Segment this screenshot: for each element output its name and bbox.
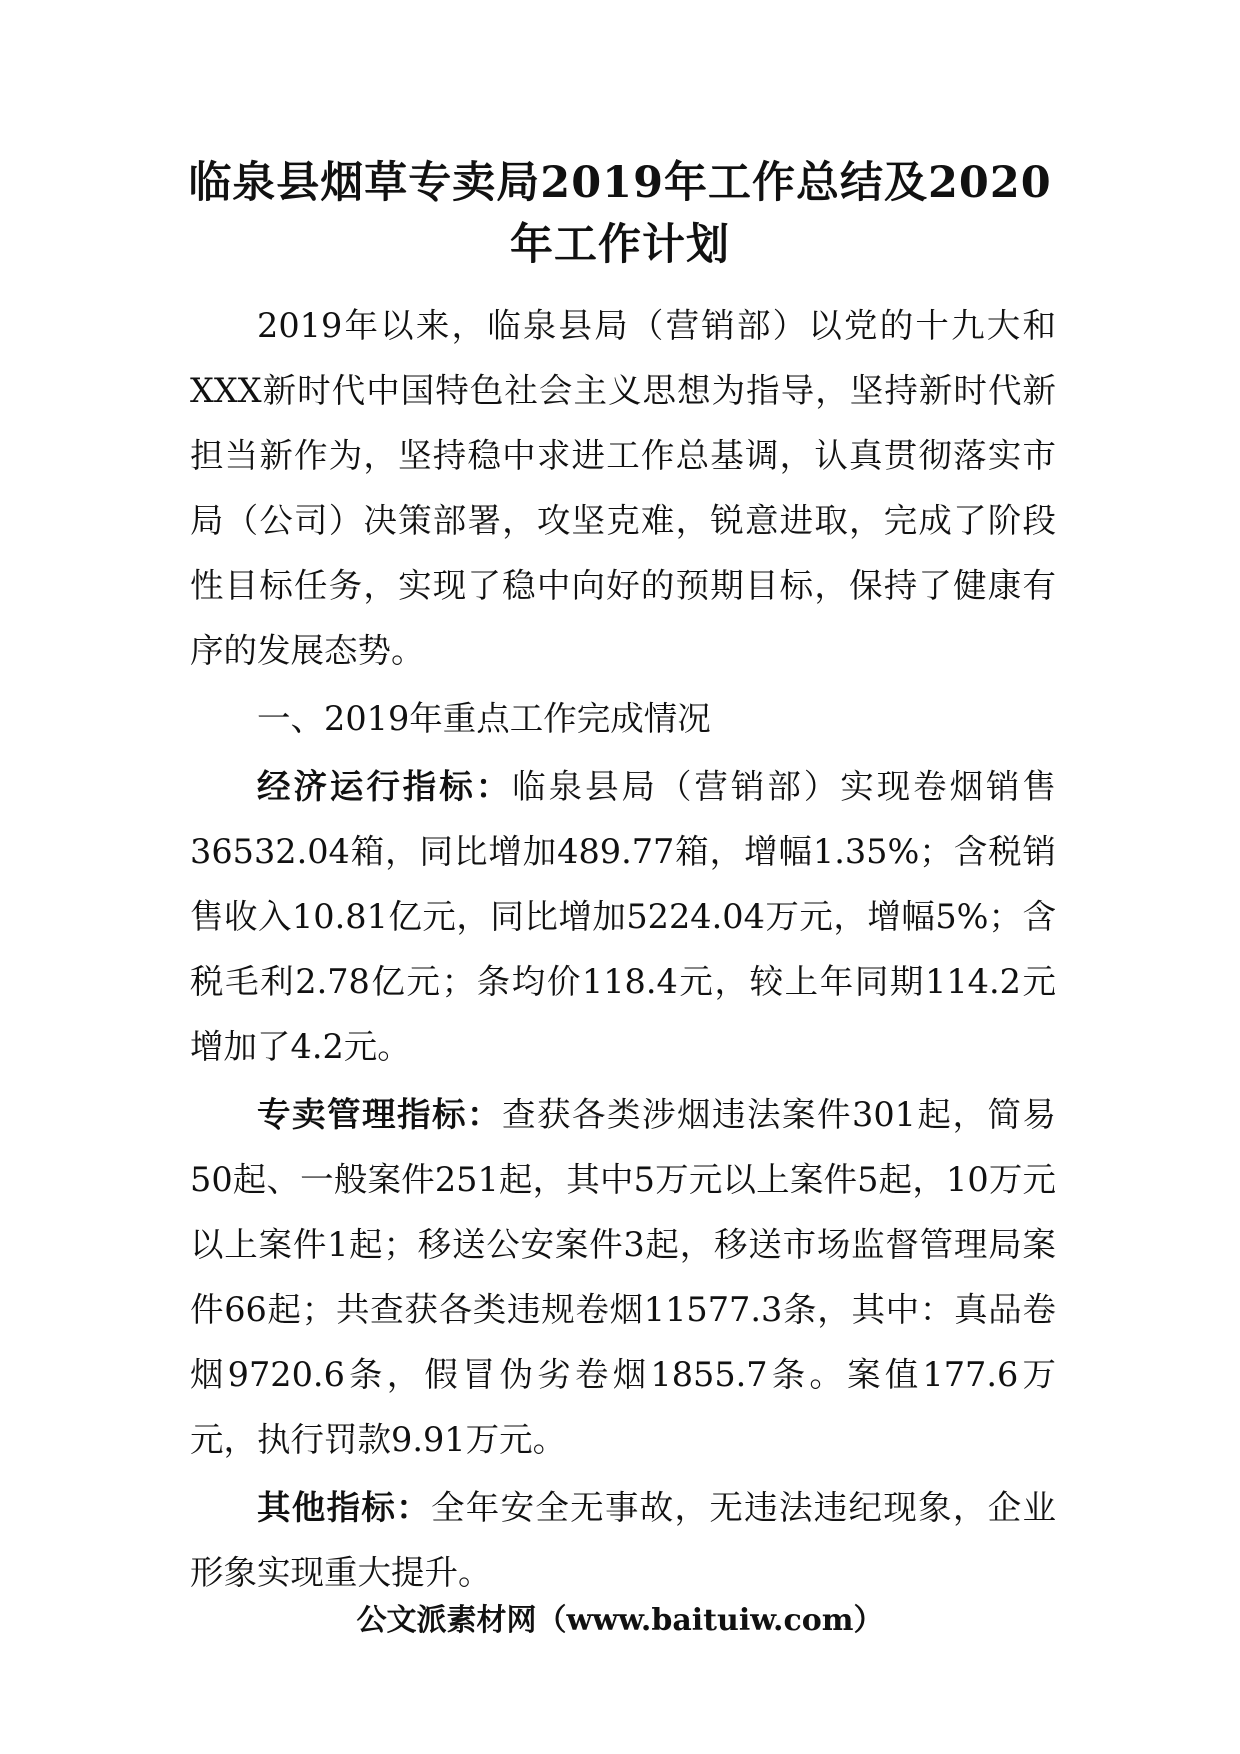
economic-indicators-paragraph [190, 754, 1056, 1079]
monopoly-indicators-paragraph [190, 1082, 1056, 1472]
economic-indicators-label: 经济运行指标： [257, 767, 513, 806]
section-heading: 一、2019年重点工作完成情况 [257, 699, 711, 738]
other-indicators-paragraph [190, 1475, 1056, 1605]
monopoly-indicators-label: 专卖管理指标： [257, 1095, 503, 1134]
other-indicators-text: 全年安全无事故，无违法违纪现象，企业形象实现重大提升。 [190, 1488, 1057, 1592]
document-body [190, 293, 1056, 1605]
intro-paragraph: 2019年以来，临泉县局（营销部）以党的十九大和XXX新时代中国特色社会主义思想为指导，坚持新时代新担当新作为，坚持稳中求进工作总基调，认真贯彻落实市局（公司）决策部署，攻坚克难，锐意进取，完成了阶段性目标任务，实现了稳中向好的预期目标，保持了健康有序的发展态势。 [190, 306, 1056, 670]
document-title: 临泉县烟草专卖局2019年工作总结及2020年工作计划 [188, 158, 1052, 270]
economic-indicators-text: 临泉县局（营销部）实现卷烟销售36532.04箱，同比增加489.77箱，增幅1.35%；含税销售收入10.81亿元，同比增加5224.04万元，增幅5%；含税毛利2.78亿元；条均价118.4元，较上年同期114.2元增加了4.2元。 [190, 767, 1057, 1066]
other-indicators-label: 其他指标： [257, 1488, 431, 1527]
source-footer: 公文派素材网（www.baituiw.com） [356, 1603, 884, 1638]
monopoly-indicators-text: 查获各类涉烟违法案件301起，简易50起、一般案件251起，其中5万元以上案件5起，10万元以上案件1起；移送公安案件3起，移送市场监督管理局案件66起；共查获各类违规卷烟11577.3条，其中：真品卷烟9720.6条，假冒伪劣卷烟1855.7条。案值177.6万元，执行罚款9.91万元。 [190, 1095, 1056, 1459]
